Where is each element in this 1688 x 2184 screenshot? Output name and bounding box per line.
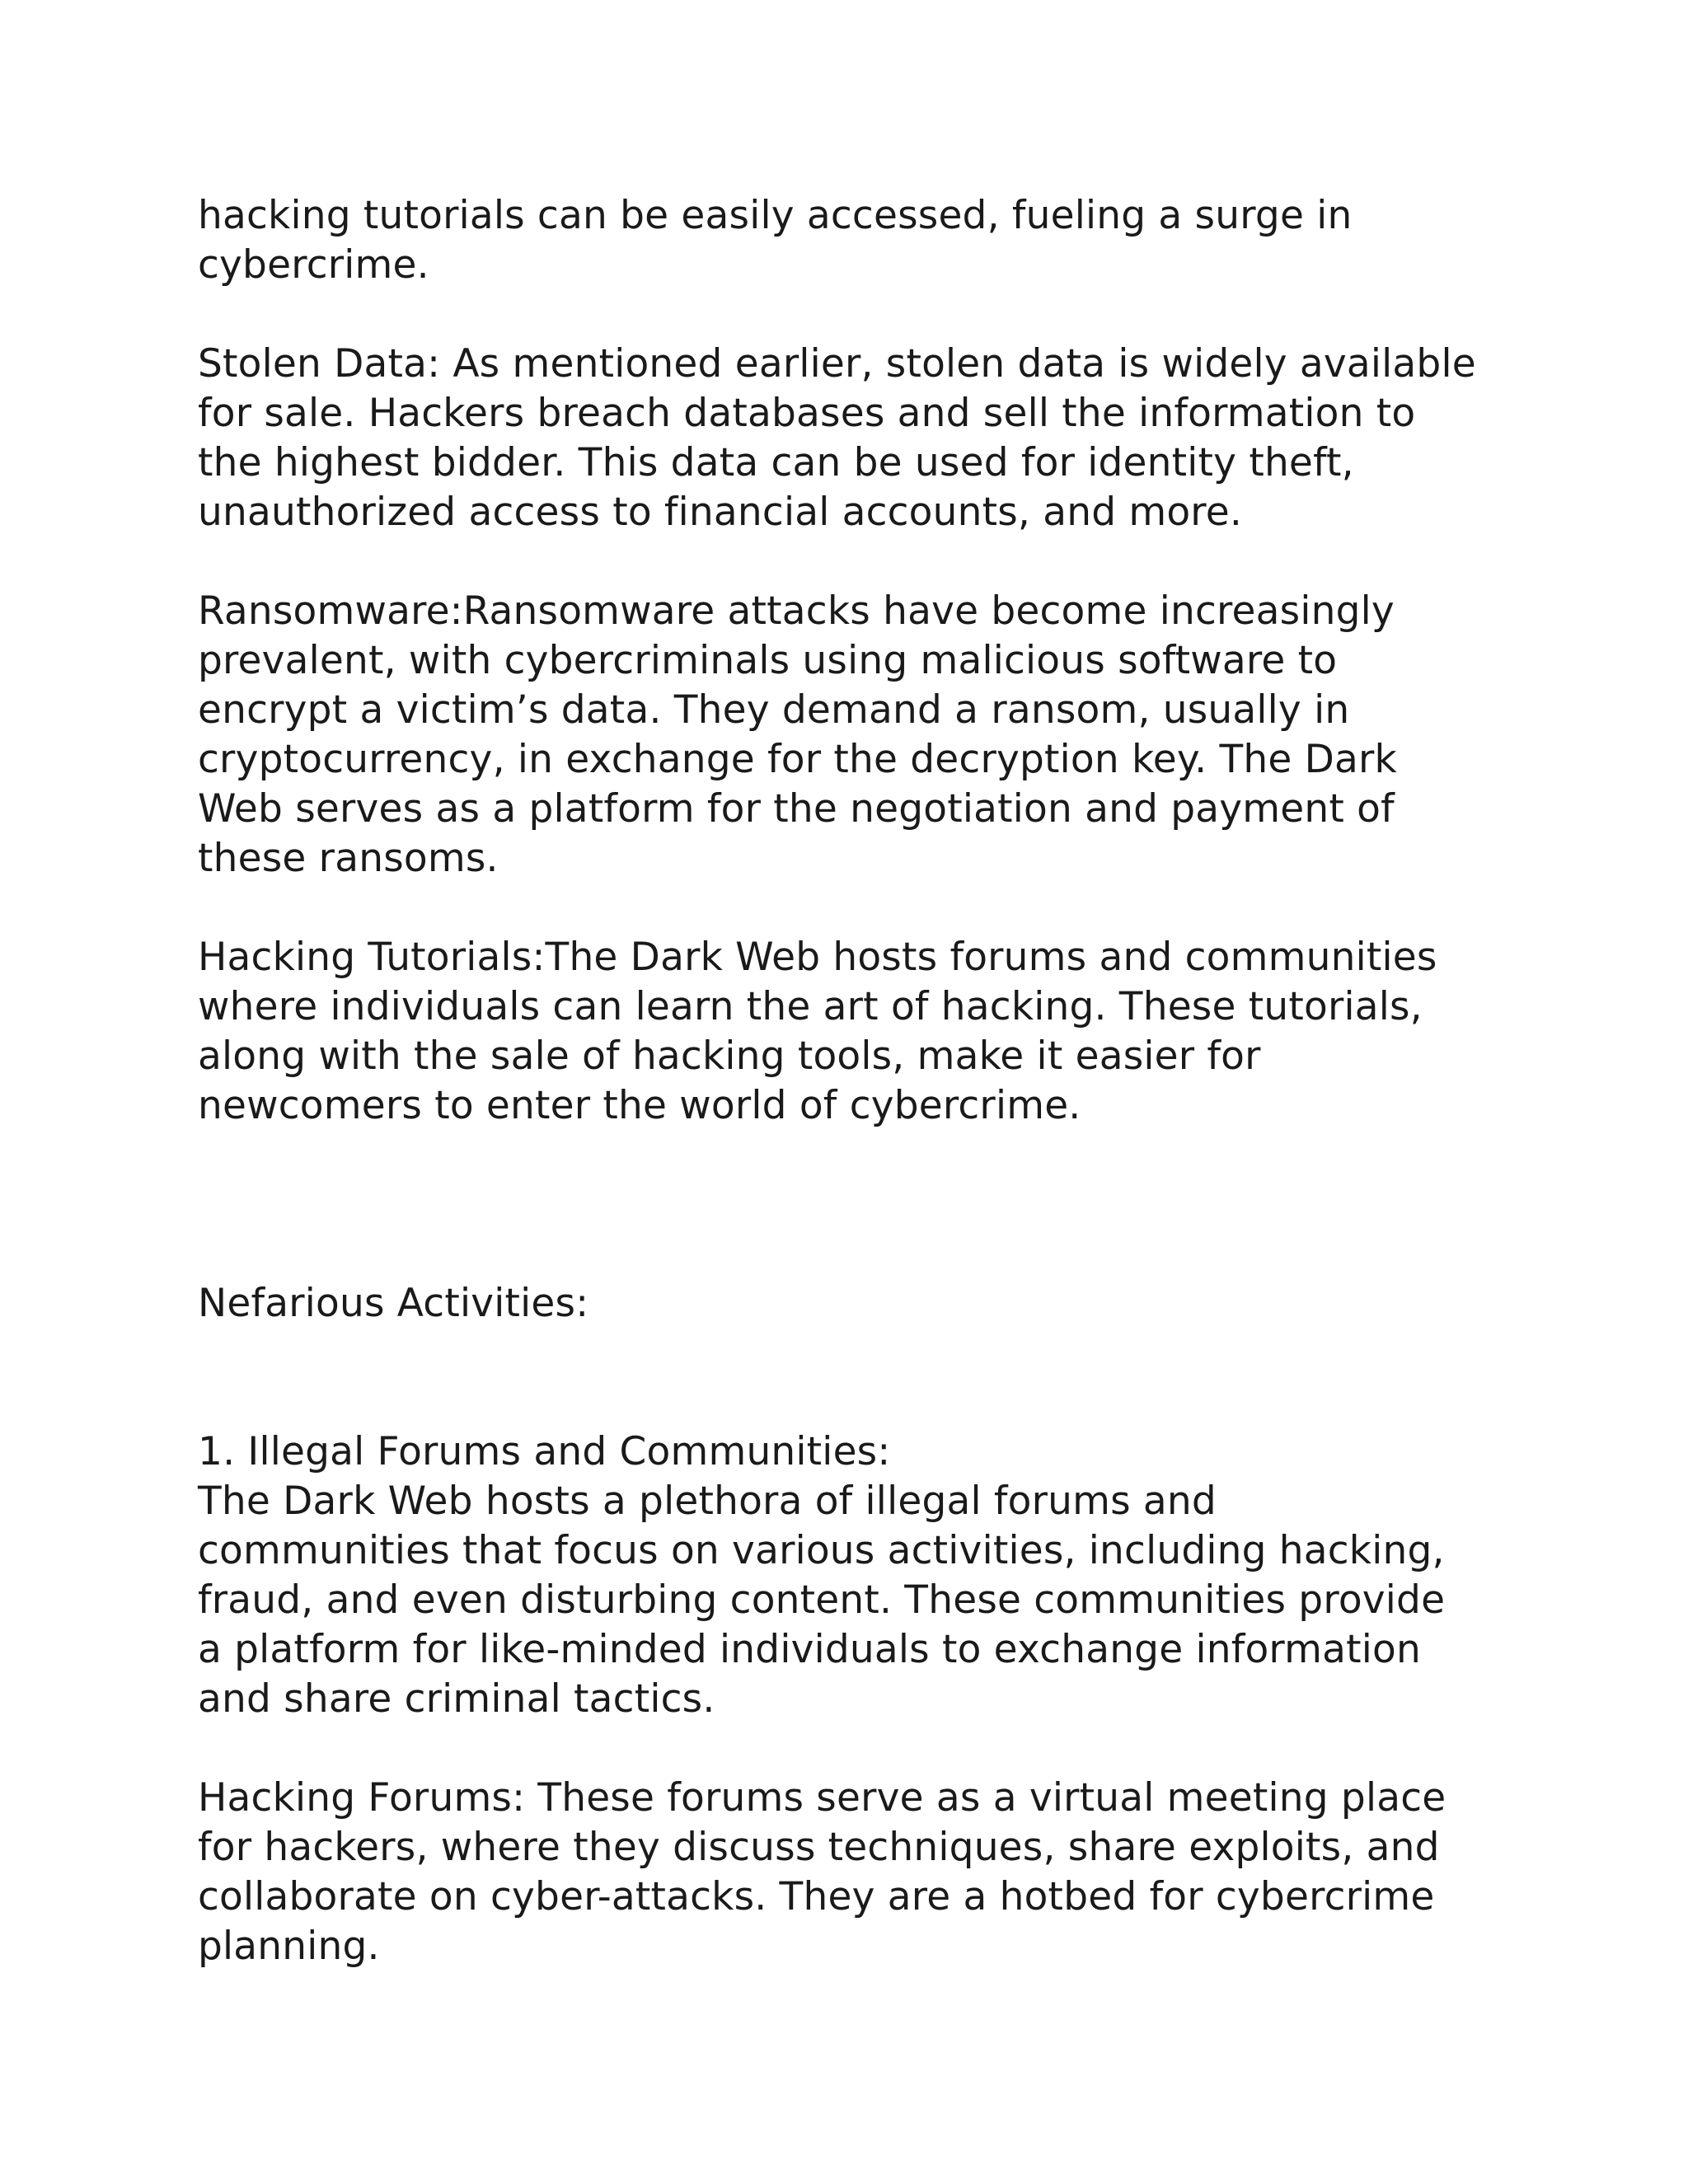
paragraph-hacking-tutorials [198,933,1500,1131]
text-line: Stolen Data: As mentioned earlier, stolen data is widely available [198,341,1476,387]
text-line: Ransomware:Ransomware attacks have become increasingly [198,588,1395,634]
text-line: for hackers, where they discuss techniques, share exploits, and [198,1825,1440,1870]
text-line: collaborate on cyber-attacks. They are a hotbed for cybercrime [198,1874,1435,1919]
text-line: and share criminal tactics. [198,1676,715,1722]
text-line: newcomers to enter the world of cybercrime. [198,1083,1081,1128]
text-line: communities that focus on various activities, including hacking, [198,1528,1445,1573]
paragraph-spacer [198,290,1500,340]
paragraph-spacer [198,537,1500,587]
text-line: The Dark Web hosts a plethora of illegal forums and [198,1479,1217,1524]
text-line: Hacking Tutorials:The Dark Web hosts forums and communities [198,935,1437,980]
text-line: prevalent, with cybercriminals using malicious software to [198,638,1338,683]
section-illegal-forums [198,1427,1500,1724]
paragraph-spacer [198,883,1500,933]
text-line: Hacking Forums: These forums serve as a virtual meeting place [198,1775,1447,1821]
text-line: planning. [198,1924,380,1969]
text-line: Web serves as a platform for the negotiation and payment of [198,786,1395,832]
section-spacer [198,1131,1500,1279]
paragraph-cybercrime-intro [198,191,1500,290]
text-line: a platform for like-minded individuals to exchange information [198,1627,1421,1672]
section-title: 1. Illegal Forums and Communities: [198,1429,891,1474]
text-line: hacking tutorials can be easily accessed, fueling a surge in [198,193,1353,238]
section-heading [198,1279,1500,1329]
document-body [198,191,1500,1971]
paragraph-ransomware [198,587,1500,883]
heading-nefarious-activities: Nefarious Activities: [198,1281,589,1326]
text-line: cryptocurrency, in exchange for the decryption key. The Dark [198,737,1397,782]
text-line: encrypt a victim’s data. They demand a ransom, usually in [198,687,1350,733]
text-line: the highest bidder. This data can be used for identity theft, [198,440,1354,485]
text-line: for sale. Hackers breach databases and sell the information to [198,391,1416,436]
paragraph-stolen-data [198,340,1500,537]
text-line: unauthorized access to financial accounts, and more. [198,490,1243,535]
paragraph-spacer [198,1724,1500,1774]
text-line: these ransoms. [198,836,499,881]
text-line: where individuals can learn the art of hacking. These tutorials, [198,984,1423,1029]
text-line: cybercrime. [198,242,429,288]
section-spacer [198,1329,1500,1427]
paragraph-hacking-forums [198,1774,1500,1971]
text-line: fraud, and even disturbing content. These communities provide [198,1577,1446,1623]
text-line: along with the sale of hacking tools, make it easier for [198,1033,1261,1079]
